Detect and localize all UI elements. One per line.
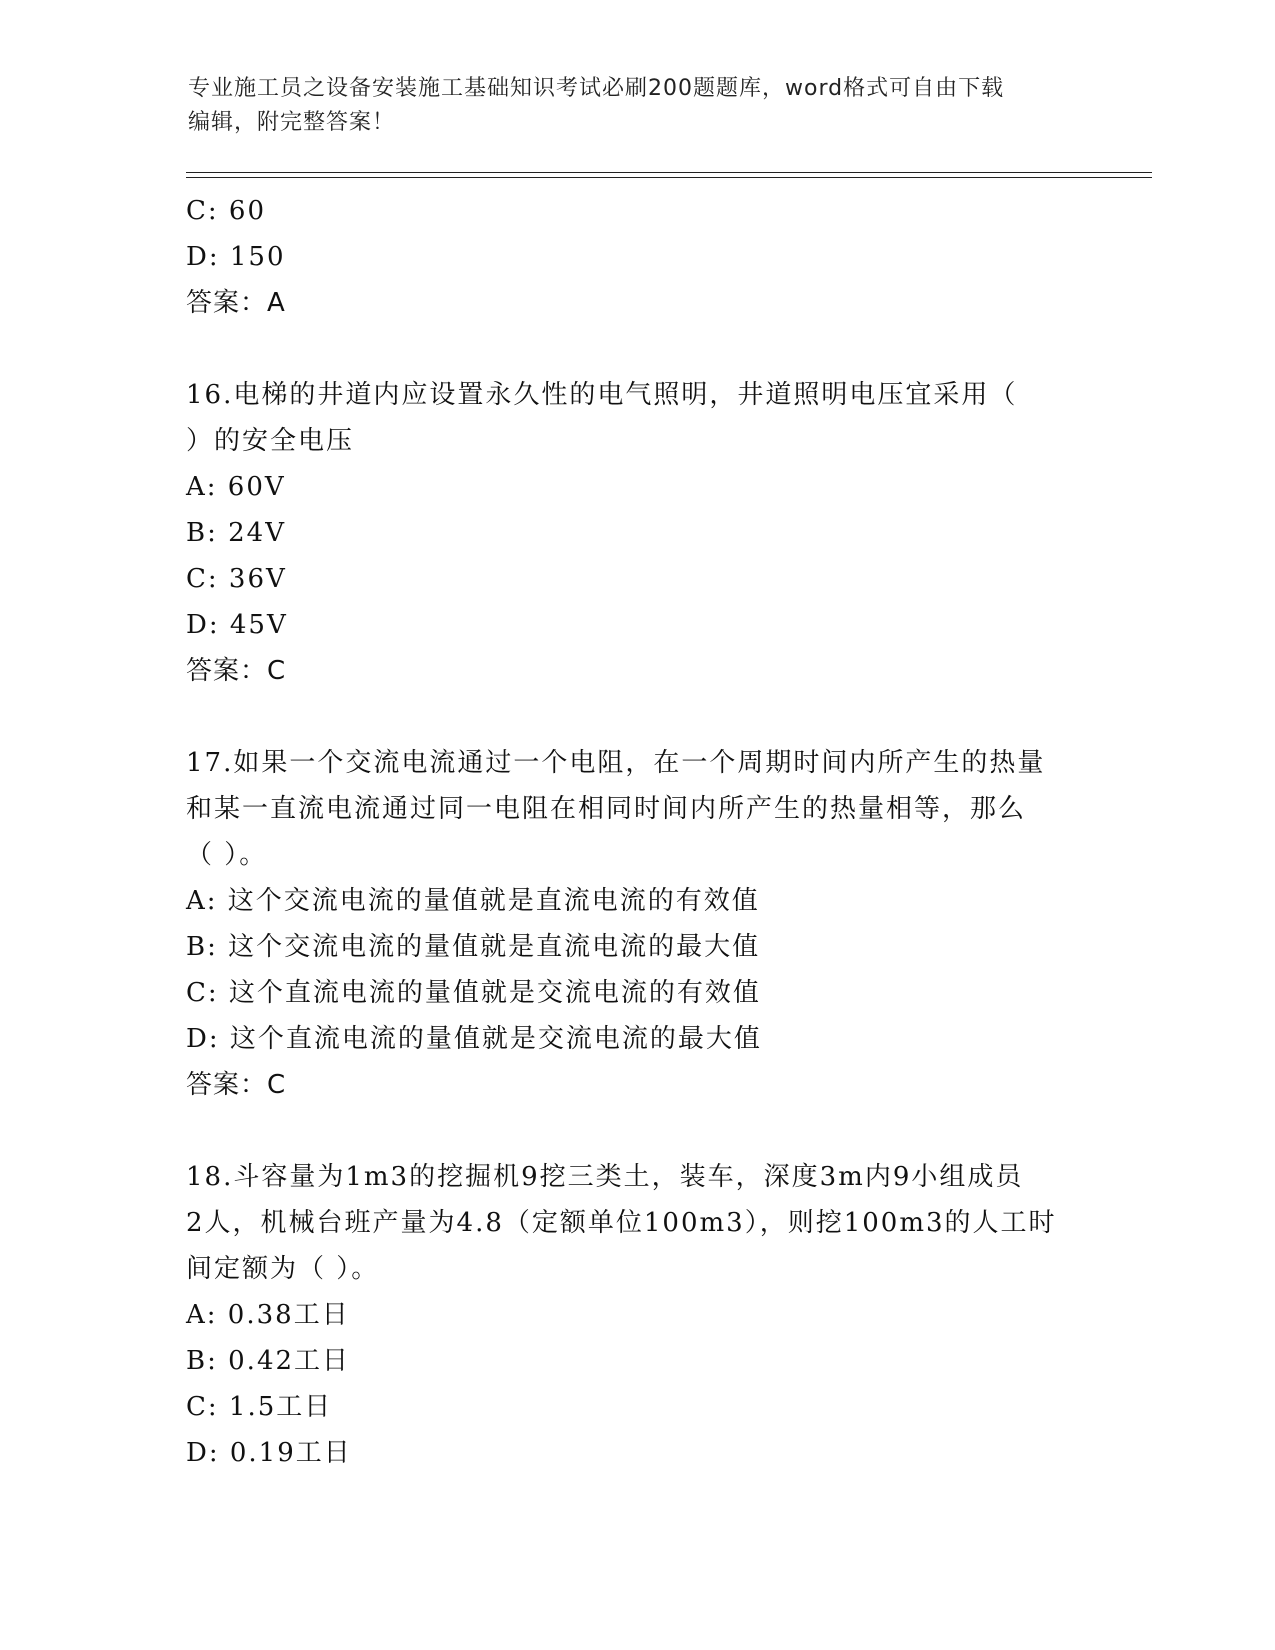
header-title-line-2: 编辑，附完整答案！ xyxy=(188,110,396,135)
header-rule-top xyxy=(186,172,1152,173)
option-b: B: 0.42工日 xyxy=(186,1346,351,1376)
page-header xyxy=(188,72,1088,140)
question-stem: 18.斗容量为1m3的挖掘机9挖三类土，装车，深度3m内9小组成员 xyxy=(186,1162,1024,1192)
answer: 答案：A xyxy=(186,288,286,318)
question-17 xyxy=(186,740,1086,1108)
question-stem: 16.电梯的井道内应设置永久性的电气照明，井道照明电压宜采用（ xyxy=(186,380,1018,410)
option-b: B: 24V xyxy=(186,518,286,548)
option-d: D: 150 xyxy=(186,242,286,272)
question-18 xyxy=(186,1154,1086,1476)
header-rule-bottom xyxy=(186,177,1152,178)
question-stem: ）的安全电压 xyxy=(186,426,355,456)
option-b: B: 这个交流电流的量值就是直流电流的最大值 xyxy=(186,932,761,962)
question-stem: （ ）。 xyxy=(186,840,268,870)
answer: 答案：C xyxy=(186,656,287,686)
question-16 xyxy=(186,372,1086,694)
header-title-line-1: 专业施工员之设备安装施工基础知识考试必刷200题题库，word格式可自由下载 xyxy=(188,76,1005,101)
spacer xyxy=(186,1108,1086,1154)
option-c: C: 60 xyxy=(186,196,267,226)
option-c: C: 这个直流电流的量值就是交流电流的有效值 xyxy=(186,978,761,1008)
question-stem: 17.如果一个交流电流通过一个电阻，在一个周期时间内所产生的热量 xyxy=(186,748,1046,778)
spacer xyxy=(186,326,1086,372)
question-stem: 2人，机械台班产量为4.8（定额单位100m3），则挖100m3的人工时 xyxy=(186,1208,1057,1238)
question-stem: 和某一直流电流通过同一电阻在相同时间内所产生的热量相等，那么 xyxy=(186,794,1027,824)
option-d: D: 0.19工日 xyxy=(186,1438,352,1468)
option-c: C: 36V xyxy=(186,564,287,594)
previous-question-tail xyxy=(186,188,1086,326)
answer: 答案：C xyxy=(186,1070,287,1100)
option-c: C: 1.5工日 xyxy=(186,1392,333,1422)
spacer xyxy=(186,694,1086,740)
option-d: D: 这个直流电流的量值就是交流电流的最大值 xyxy=(186,1024,762,1054)
option-d: D: 45V xyxy=(186,610,288,640)
option-a: A: 60V xyxy=(186,472,286,502)
option-a: A: 0.38工日 xyxy=(186,1300,350,1330)
question-content xyxy=(186,188,1086,1476)
option-a: A: 这个交流电流的量值就是直流电流的有效值 xyxy=(186,886,760,916)
question-stem: 间定额为（ ）。 xyxy=(186,1254,380,1284)
